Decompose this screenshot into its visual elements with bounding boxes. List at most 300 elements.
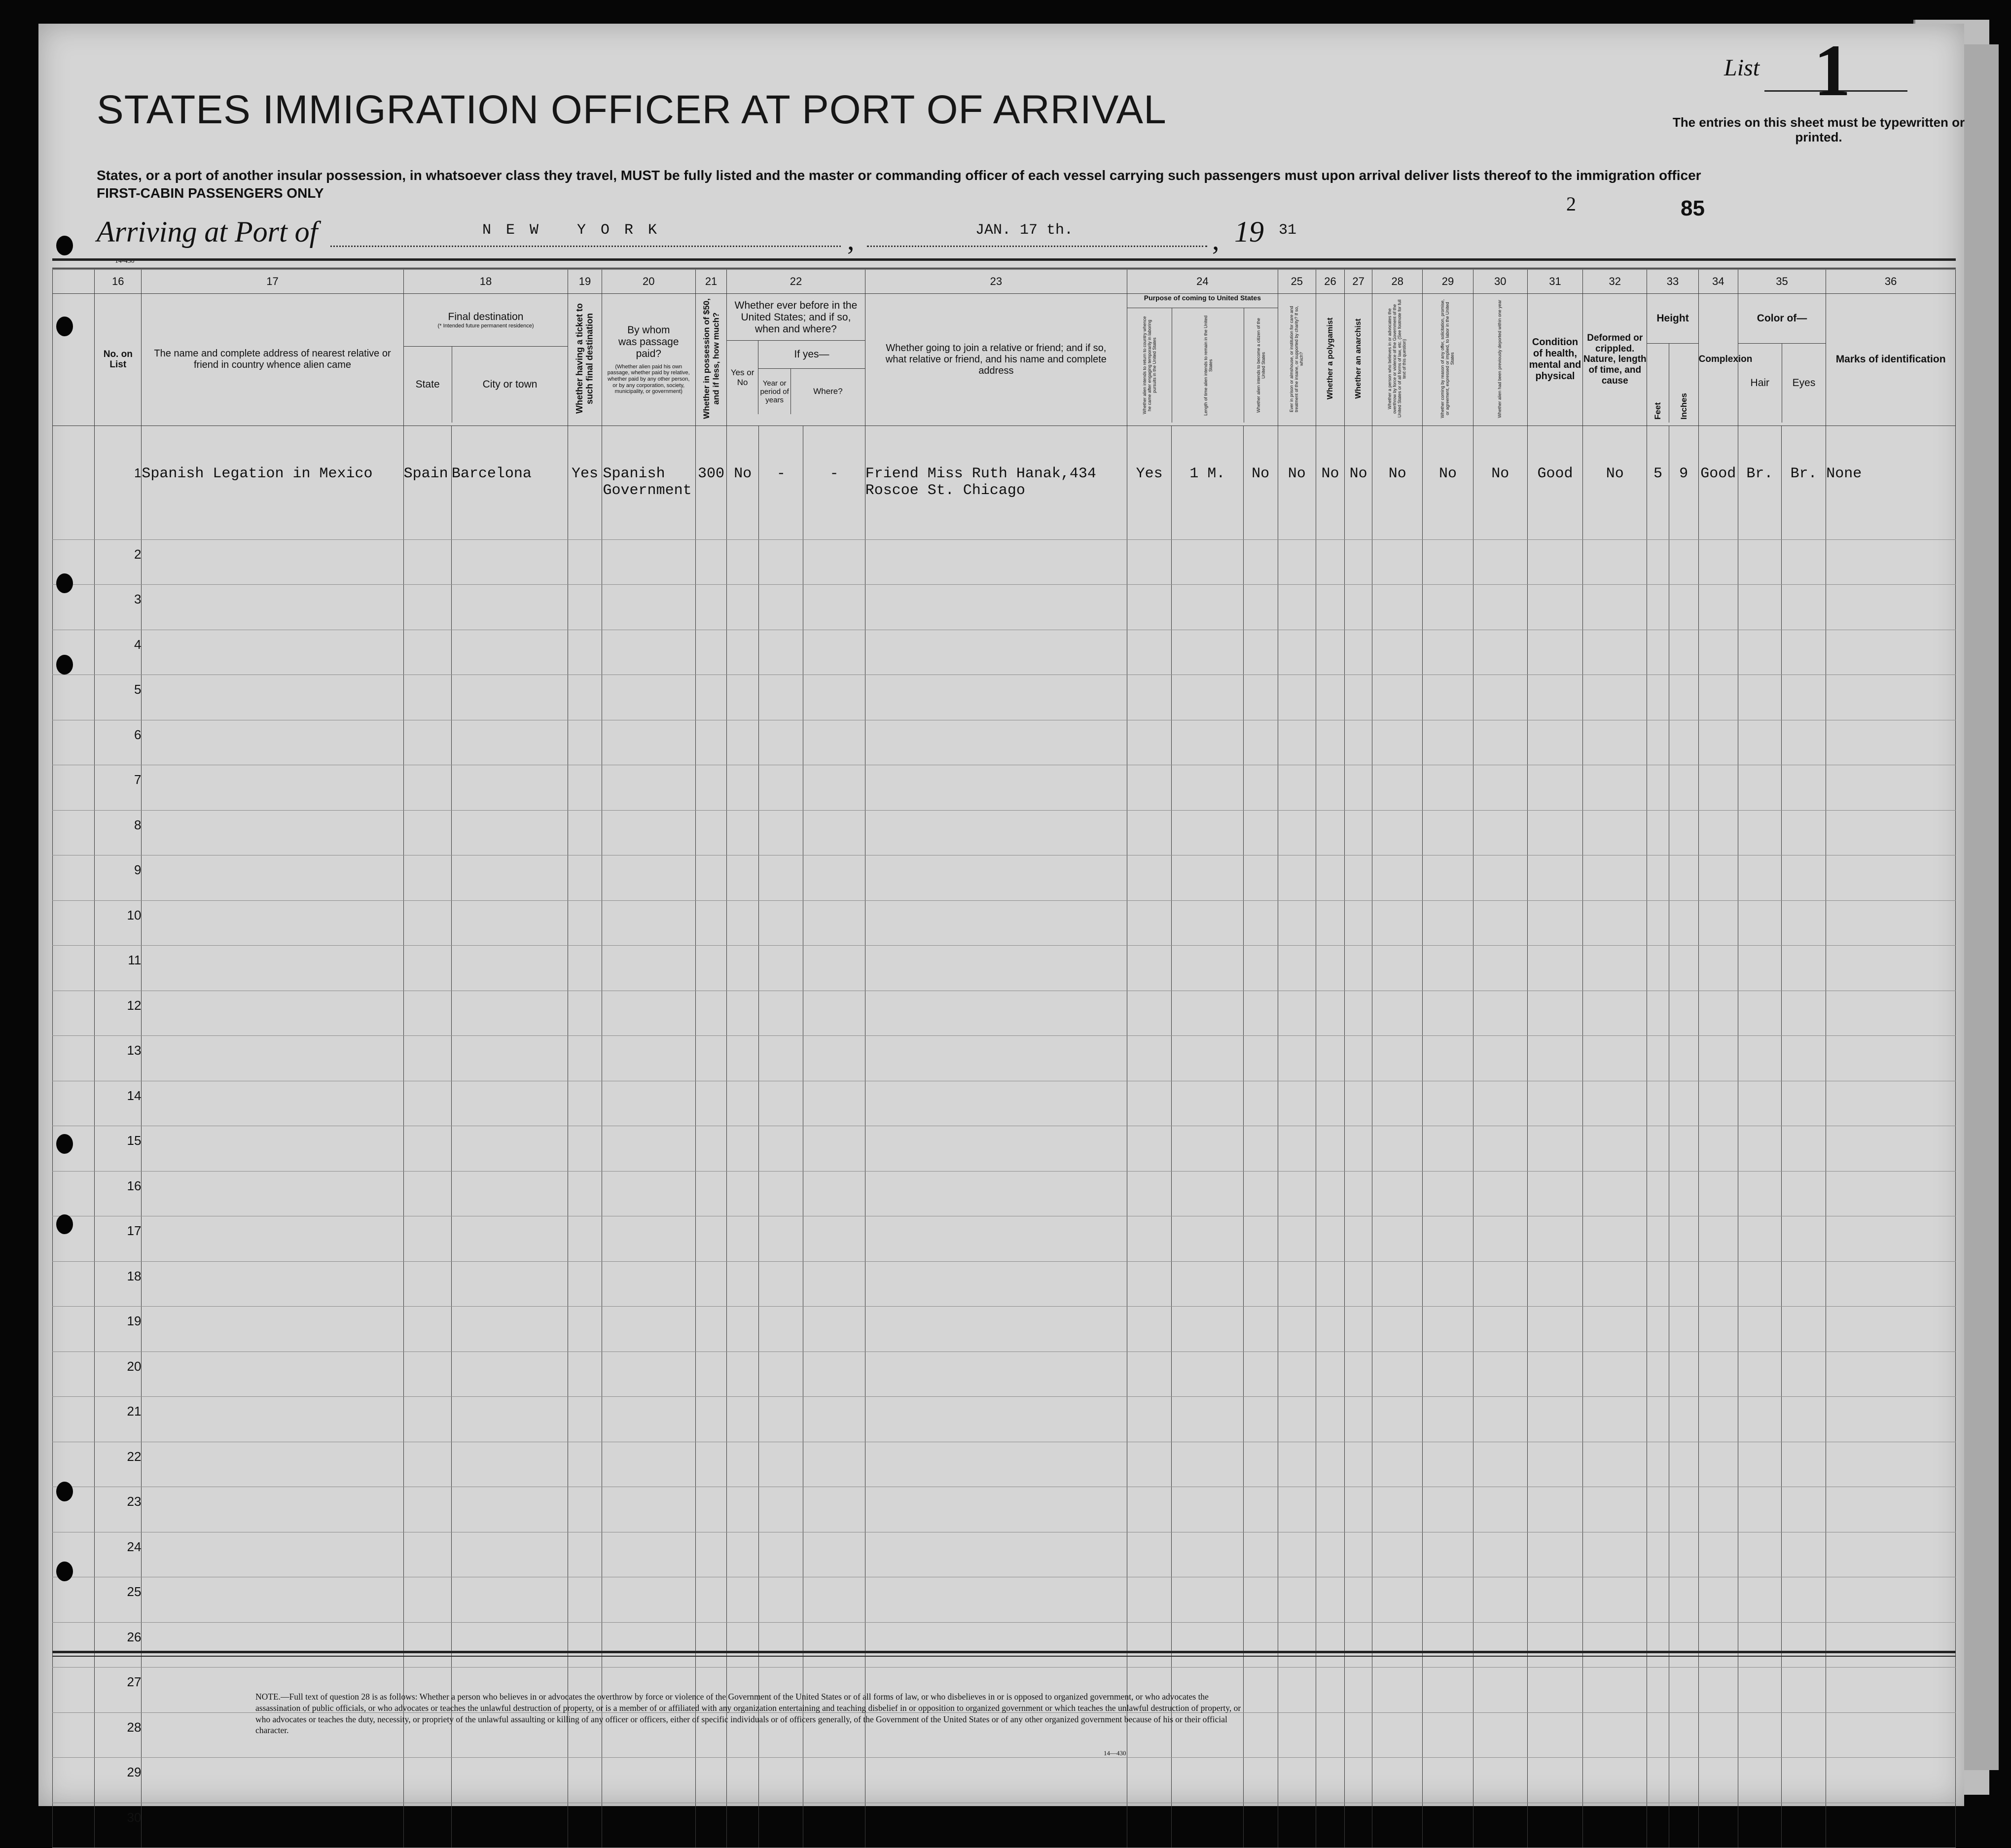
table-cell xyxy=(1127,1171,1172,1216)
table-cell xyxy=(759,585,803,630)
table-cell xyxy=(803,1487,865,1532)
header-health: Condition of health, mental and physical xyxy=(1527,294,1582,426)
table-cell xyxy=(602,810,695,855)
table-cell xyxy=(1738,855,1781,901)
cell-paid-by-2: Government xyxy=(603,482,692,499)
table-cell xyxy=(1782,810,1826,855)
table-cell xyxy=(1127,1442,1172,1487)
table-cell xyxy=(1698,1758,1738,1803)
table-cell xyxy=(1278,1216,1316,1262)
table-cell xyxy=(403,1487,451,1532)
table-cell xyxy=(1669,1126,1698,1172)
table-cell xyxy=(803,630,865,675)
table-cell xyxy=(1647,1081,1669,1126)
rule xyxy=(52,1656,1956,1657)
table-cell xyxy=(142,1577,403,1623)
table-cell xyxy=(1345,1577,1372,1623)
table-cell xyxy=(1345,1036,1372,1081)
table-cell xyxy=(1583,1216,1647,1262)
table-cell xyxy=(1372,1036,1423,1081)
table-cell xyxy=(568,1307,602,1352)
table-cell xyxy=(1527,1668,1582,1713)
table-cell xyxy=(1669,1081,1698,1126)
table-cell xyxy=(1423,1261,1473,1307)
table-cell xyxy=(759,1171,803,1216)
table-cell xyxy=(568,765,602,811)
table-cell xyxy=(1172,1577,1243,1623)
table-cell xyxy=(1172,630,1243,675)
table-cell xyxy=(53,585,95,630)
table-cell xyxy=(568,855,602,901)
table-cell xyxy=(1782,675,1826,720)
table-cell xyxy=(403,1261,451,1307)
table-cell xyxy=(568,1622,602,1668)
table-cell xyxy=(1423,855,1473,901)
table-cell xyxy=(695,991,726,1036)
table-cell xyxy=(142,1442,403,1487)
header-height: Height xyxy=(1647,294,1698,344)
col-num: 20 xyxy=(602,270,695,294)
cell-eyes: Br. xyxy=(1782,426,1826,539)
table-row xyxy=(53,765,1956,811)
table-cell xyxy=(1669,900,1698,946)
table-cell xyxy=(695,630,726,675)
table-cell xyxy=(1738,900,1781,946)
table-cell xyxy=(695,946,726,991)
table-cell xyxy=(1647,1803,1669,1848)
table-cell xyxy=(53,1351,95,1397)
table-row xyxy=(53,675,1956,720)
table-cell xyxy=(865,1081,1127,1126)
table-row xyxy=(53,991,1956,1036)
table-cell xyxy=(1647,1487,1669,1532)
table-cell xyxy=(1647,1712,1669,1758)
table-cell xyxy=(1473,765,1527,811)
table-row xyxy=(53,1261,1956,1307)
header-final-destination-note: (* Intended future permanent residence) xyxy=(437,323,534,329)
header-nearest-relative: The name and complete address of nearest relative or friend in country whence alien came xyxy=(142,294,403,426)
table-cell xyxy=(727,1126,759,1172)
table-cell xyxy=(1423,900,1473,946)
row-number: 29 xyxy=(95,1758,142,1803)
table-cell xyxy=(1698,1803,1738,1848)
table-cell xyxy=(1826,1261,1956,1307)
table-cell xyxy=(1316,1712,1344,1758)
table-cell xyxy=(1345,1126,1372,1172)
table-cell xyxy=(1583,1803,1647,1848)
table-cell xyxy=(568,991,602,1036)
table-cell xyxy=(1423,1487,1473,1532)
table-cell xyxy=(1316,630,1344,675)
table-cell xyxy=(1826,1036,1956,1081)
table-cell xyxy=(1669,1351,1698,1397)
table-cell xyxy=(1316,720,1344,765)
table-row xyxy=(53,1351,1956,1397)
table-cell xyxy=(1172,1126,1243,1172)
table-cell xyxy=(1782,1622,1826,1668)
table-cell xyxy=(403,585,451,630)
cell-feet: 5 xyxy=(1647,426,1669,539)
table-row xyxy=(53,720,1956,765)
table-cell xyxy=(1345,1622,1372,1668)
table-cell xyxy=(1782,1216,1826,1262)
cell-overthrow: No xyxy=(1372,426,1423,539)
table-cell xyxy=(759,1216,803,1262)
manifest-sheet xyxy=(38,24,1965,1825)
table-cell xyxy=(1423,1668,1473,1713)
table-cell xyxy=(1647,900,1669,946)
table-cell xyxy=(759,810,803,855)
table-cell xyxy=(865,1758,1127,1803)
row-number: 25 xyxy=(95,1577,142,1623)
table-cell xyxy=(53,991,95,1036)
table-cell xyxy=(1372,810,1423,855)
table-cell xyxy=(1782,1261,1826,1307)
punch-hole xyxy=(56,236,73,255)
table-cell xyxy=(1372,1532,1423,1577)
row-number: 14 xyxy=(95,1081,142,1126)
table-cell xyxy=(1527,810,1582,855)
table-cell xyxy=(568,1171,602,1216)
table-cell xyxy=(759,991,803,1036)
table-cell xyxy=(1345,1712,1372,1758)
table-cell xyxy=(403,1397,451,1442)
table-cell xyxy=(403,946,451,991)
table-cell xyxy=(1782,1758,1826,1803)
table-cell xyxy=(1372,1712,1423,1758)
table-cell xyxy=(865,991,1127,1036)
table-cell xyxy=(1738,585,1781,630)
table-cell xyxy=(695,1622,726,1668)
table-cell xyxy=(1172,1532,1243,1577)
table-cell xyxy=(1698,539,1738,585)
header-if-yes: If yes— xyxy=(758,341,865,369)
table-cell xyxy=(403,810,451,855)
table-cell xyxy=(1243,1171,1278,1216)
table-row xyxy=(53,946,1956,991)
table-cell xyxy=(451,765,568,811)
table-cell xyxy=(1172,946,1243,991)
table-cell xyxy=(1372,585,1423,630)
table-cell xyxy=(803,1036,865,1081)
table-cell xyxy=(1127,1803,1172,1848)
table-cell xyxy=(1278,1758,1316,1803)
table-cell xyxy=(1473,1081,1527,1126)
table-cell xyxy=(1278,1126,1316,1172)
table-cell xyxy=(727,900,759,946)
table-cell xyxy=(803,1351,865,1397)
table-cell xyxy=(403,1803,451,1848)
table-cell xyxy=(1243,946,1278,991)
col-num: 32 xyxy=(1583,270,1647,294)
table-cell xyxy=(142,1126,403,1172)
table-cell xyxy=(1345,991,1372,1036)
table-cell xyxy=(53,810,95,855)
table-cell xyxy=(1782,900,1826,946)
table-cell xyxy=(451,1397,568,1442)
table-cell xyxy=(1316,1126,1344,1172)
table-cell xyxy=(1527,1532,1582,1577)
table-cell xyxy=(1738,720,1781,765)
table-cell xyxy=(1527,1712,1582,1758)
table-cell xyxy=(568,630,602,675)
table-cell xyxy=(1316,1803,1344,1848)
table-cell xyxy=(1473,630,1527,675)
table-cell xyxy=(1669,1397,1698,1442)
table-cell xyxy=(1127,675,1172,720)
table-cell xyxy=(1826,630,1956,675)
table-cell xyxy=(451,1622,568,1668)
table-cell xyxy=(695,1577,726,1623)
table-cell xyxy=(602,1036,695,1081)
table-cell xyxy=(1372,1397,1423,1442)
row-number: 22 xyxy=(95,1442,142,1487)
row-number: 3 xyxy=(95,585,142,630)
table-cell xyxy=(1345,1397,1372,1442)
table-cell xyxy=(568,1126,602,1172)
table-cell xyxy=(1738,1307,1781,1352)
table-cell xyxy=(568,539,602,585)
table-cell xyxy=(1345,1171,1372,1216)
table-cell xyxy=(1669,1803,1698,1848)
table-cell xyxy=(1127,720,1172,765)
table-cell xyxy=(1583,1307,1647,1352)
header-purpose: Purpose of coming to United States xyxy=(1127,294,1278,308)
table-cell xyxy=(451,1126,568,1172)
sheet-mark: 85 xyxy=(1681,196,1705,220)
table-cell xyxy=(1698,1622,1738,1668)
table-cell xyxy=(403,1171,451,1216)
table-cell xyxy=(1669,630,1698,675)
header-state: State xyxy=(404,347,452,423)
cell-prison: No xyxy=(1278,426,1316,539)
table-cell xyxy=(1127,1397,1172,1442)
table-cell xyxy=(1782,1712,1826,1758)
table-cell xyxy=(451,630,568,675)
table-cell xyxy=(1127,1622,1172,1668)
table-cell xyxy=(1669,1758,1698,1803)
table-cell xyxy=(1826,1532,1956,1577)
table-cell xyxy=(1127,1307,1172,1352)
row-number: 23 xyxy=(95,1487,142,1532)
table-cell xyxy=(1172,991,1243,1036)
table-cell xyxy=(602,900,695,946)
table-cell xyxy=(451,1803,568,1848)
column-header-row xyxy=(53,294,1956,426)
table-cell xyxy=(602,585,695,630)
header-color-of: Color of— xyxy=(1738,294,1826,344)
table-cell xyxy=(1583,810,1647,855)
header-yes-no: Yes or No xyxy=(727,340,758,414)
table-cell xyxy=(451,1307,568,1352)
table-cell xyxy=(1782,1036,1826,1081)
table-cell xyxy=(695,1261,726,1307)
table-cell xyxy=(1278,810,1316,855)
table-cell xyxy=(142,900,403,946)
table-cell xyxy=(1473,1397,1527,1442)
table-cell xyxy=(451,900,568,946)
table-cell xyxy=(1527,630,1582,675)
table-cell xyxy=(1826,1351,1956,1397)
row-number: 20 xyxy=(95,1351,142,1397)
table-cell xyxy=(1782,946,1826,991)
table-cell xyxy=(727,1803,759,1848)
table-cell xyxy=(1527,720,1582,765)
table-cell xyxy=(1316,1442,1344,1487)
table-cell xyxy=(1243,675,1278,720)
table-cell xyxy=(1583,1622,1647,1668)
table-cell xyxy=(1243,1216,1278,1262)
row-number: 19 xyxy=(95,1307,142,1352)
table-cell xyxy=(1127,855,1172,901)
cell-health: Good xyxy=(1527,426,1582,539)
table-cell xyxy=(451,1577,568,1623)
table-cell xyxy=(1826,1216,1956,1262)
table-cell xyxy=(1647,765,1669,811)
table-cell xyxy=(1372,1081,1423,1126)
table-cell xyxy=(803,1442,865,1487)
table-cell xyxy=(865,810,1127,855)
table-cell xyxy=(1583,1171,1647,1216)
table-cell xyxy=(1473,991,1527,1036)
table-cell xyxy=(1698,991,1738,1036)
row-number: 11 xyxy=(95,946,142,991)
table-cell xyxy=(568,1532,602,1577)
table-cell xyxy=(1423,1712,1473,1758)
table-cell xyxy=(1826,900,1956,946)
header-join-relative: Whether going to join a relative or friend; and if so, what relative or friend, and his name and complete address xyxy=(865,294,1127,426)
table-cell xyxy=(1527,1351,1582,1397)
table-cell xyxy=(1473,1803,1527,1848)
table-cell xyxy=(727,1351,759,1397)
table-cell xyxy=(1527,1622,1582,1668)
table-cell xyxy=(695,1126,726,1172)
table-cell xyxy=(1738,1351,1781,1397)
table-cell xyxy=(759,1532,803,1577)
table-cell xyxy=(803,1081,865,1126)
table-cell xyxy=(865,630,1127,675)
table-cell xyxy=(142,1307,403,1352)
table-cell xyxy=(1527,1216,1582,1262)
table-cell xyxy=(451,1261,568,1307)
table-cell xyxy=(1647,855,1669,901)
col-num: 22 xyxy=(727,270,865,294)
table-cell xyxy=(865,1126,1127,1172)
table-cell xyxy=(1669,1712,1698,1758)
table-cell xyxy=(1583,1036,1647,1081)
table-cell xyxy=(1278,1803,1316,1848)
table-cell xyxy=(1243,1126,1278,1172)
header-no-on-list: No. on List xyxy=(95,294,142,426)
table-cell xyxy=(403,1442,451,1487)
table-cell xyxy=(803,1803,865,1848)
table-cell xyxy=(1127,539,1172,585)
table-cell xyxy=(1473,1487,1527,1532)
table-cell xyxy=(1345,946,1372,991)
table-cell xyxy=(865,1036,1127,1081)
table-row xyxy=(53,1171,1956,1216)
table-cell xyxy=(568,1397,602,1442)
punch-hole xyxy=(56,1482,73,1501)
table-cell xyxy=(1372,1622,1423,1668)
table-cell xyxy=(865,720,1127,765)
table-cell xyxy=(1669,1532,1698,1577)
table-cell xyxy=(602,1532,695,1577)
table-cell xyxy=(759,630,803,675)
col-num: 35 xyxy=(1738,270,1826,294)
table-cell xyxy=(1423,1397,1473,1442)
table-cell xyxy=(727,765,759,811)
table-cell xyxy=(142,991,403,1036)
table-cell xyxy=(1527,1261,1582,1307)
manifest-table xyxy=(52,269,1956,1848)
row-number: 15 xyxy=(95,1126,142,1172)
table-cell xyxy=(727,720,759,765)
table-cell xyxy=(1738,1171,1781,1216)
table-cell xyxy=(1527,1081,1582,1126)
table-cell xyxy=(803,1216,865,1262)
table-cell xyxy=(1826,1442,1956,1487)
table-cell xyxy=(53,1261,95,1307)
table-cell xyxy=(1372,1803,1423,1848)
table-row xyxy=(53,585,1956,630)
table-cell xyxy=(759,1126,803,1172)
table-cell xyxy=(1372,1126,1423,1172)
table-cell xyxy=(451,1171,568,1216)
table-cell xyxy=(1423,1216,1473,1262)
header-deformed: Deformed or crippled. Nature, length of time, and cause xyxy=(1583,294,1647,426)
table-cell xyxy=(1278,1171,1316,1216)
table-cell xyxy=(1669,1307,1698,1352)
table-cell xyxy=(1473,1126,1527,1172)
table-cell xyxy=(1345,1803,1372,1848)
table-cell xyxy=(1278,539,1316,585)
table-cell xyxy=(1316,991,1344,1036)
table-cell xyxy=(1278,630,1316,675)
row-number: 2 xyxy=(95,539,142,585)
table-cell xyxy=(1698,1532,1738,1577)
table-cell xyxy=(865,946,1127,991)
table-cell xyxy=(568,810,602,855)
table-cell xyxy=(403,765,451,811)
table-cell xyxy=(803,1622,865,1668)
table-cell xyxy=(142,810,403,855)
table-cell xyxy=(1782,991,1826,1036)
table-cell xyxy=(451,720,568,765)
table-cell xyxy=(1423,810,1473,855)
table-cell xyxy=(865,765,1127,811)
table-cell xyxy=(1127,1351,1172,1397)
row-number: 8 xyxy=(95,810,142,855)
table-cell xyxy=(142,1532,403,1577)
table-cell xyxy=(1172,539,1243,585)
table-cell xyxy=(1583,1351,1647,1397)
row-number: 4 xyxy=(95,630,142,675)
table-cell xyxy=(1782,1307,1826,1352)
row-number: 9 xyxy=(95,855,142,901)
table-row xyxy=(53,855,1956,901)
table-cell xyxy=(1738,1036,1781,1081)
column-number-row xyxy=(53,270,1956,294)
table-cell xyxy=(1826,1622,1956,1668)
table-cell xyxy=(1738,1577,1781,1623)
table-cell xyxy=(1278,585,1316,630)
table-cell xyxy=(1243,810,1278,855)
table-cell xyxy=(1826,1668,1956,1713)
table-cell xyxy=(803,1171,865,1216)
table-cell xyxy=(727,1487,759,1532)
table-cell xyxy=(865,1307,1127,1352)
